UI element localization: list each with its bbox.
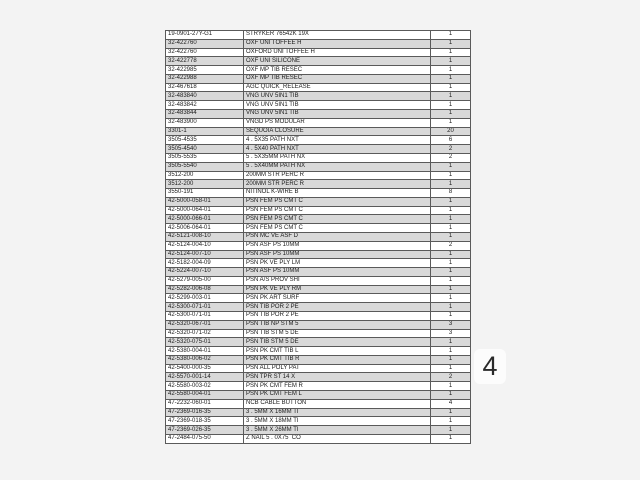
- description-cell: PSN MC VE ASF D: [244, 232, 431, 241]
- quantity-cell: 8: [431, 189, 471, 198]
- table-row: [166, 312, 471, 321]
- quantity-cell: 2: [431, 241, 471, 250]
- description-cell: PSN PK CMT FEM L: [244, 391, 431, 400]
- part-number-cell: 3301-1: [166, 127, 244, 136]
- table-row: [166, 197, 471, 206]
- quantity-cell: 1: [431, 197, 471, 206]
- description-cell: PSN A/S PROV SHI: [244, 276, 431, 285]
- quantity-cell: 4: [431, 399, 471, 408]
- table-row: [166, 232, 471, 241]
- table-row: [166, 276, 471, 285]
- part-number-cell: 42-5124-007-10: [166, 250, 244, 259]
- description-cell: VNGD PS MODULAR: [244, 118, 431, 127]
- quantity-cell: 1: [431, 338, 471, 347]
- description-cell: Z NAIL 5 . 0X75 CO: [244, 434, 431, 443]
- description-cell: PSN FEM PS CMT C: [244, 197, 431, 206]
- description-cell: PSN TIB STM 5 DE: [244, 329, 431, 338]
- quantity-cell: 1: [431, 391, 471, 400]
- quantity-cell: 1: [431, 408, 471, 417]
- description-cell: 3 . 5MM X 16MM TI: [244, 408, 431, 417]
- part-number-cell: 42-5580-004-01: [166, 391, 244, 400]
- table-row: [166, 382, 471, 391]
- description-cell: PSN TIB POR 2 PE: [244, 312, 431, 321]
- part-number-cell: 3550-191: [166, 189, 244, 198]
- table-row: [166, 241, 471, 250]
- quantity-cell: 1: [431, 355, 471, 364]
- description-cell: OXF MP TIB RESEC: [244, 66, 431, 75]
- part-number-cell: 47-2369-016-35: [166, 408, 244, 417]
- description-cell: SEQUOIA CLOSURE: [244, 127, 431, 136]
- part-number-cell: 47-2369-026-35: [166, 426, 244, 435]
- part-number-cell: 42-5279-005-00: [166, 276, 244, 285]
- part-number-cell: 42-5000-064-01: [166, 206, 244, 215]
- table-row: [166, 162, 471, 171]
- part-number-cell: 3505-4540: [166, 145, 244, 154]
- quantity-cell: 1: [431, 118, 471, 127]
- description-cell: PSN PK VE PLY LM: [244, 259, 431, 268]
- part-number-cell: 32-422985: [166, 66, 244, 75]
- description-cell: OXF UNI TOFFEE H: [244, 39, 431, 48]
- description-cell: VNG UNV 5IN1 TIB: [244, 101, 431, 110]
- quantity-cell: 2: [431, 153, 471, 162]
- table-row: [166, 259, 471, 268]
- table-row: [166, 92, 471, 101]
- table-row: [166, 118, 471, 127]
- quantity-cell: 2: [431, 373, 471, 382]
- part-number-cell: 42-5006-064-01: [166, 224, 244, 233]
- part-number-cell: 3505-4535: [166, 136, 244, 145]
- table-row: [166, 74, 471, 83]
- part-number-cell: 3512-200: [166, 180, 244, 189]
- quantity-cell: 1: [431, 250, 471, 259]
- part-number-cell: 47-2484-075-50: [166, 434, 244, 443]
- quantity-cell: 1: [431, 285, 471, 294]
- part-number-cell: 19-0901-27Y-G1: [166, 31, 244, 40]
- part-number-cell: 3512-200: [166, 171, 244, 180]
- part-number-cell: 32-483842: [166, 101, 244, 110]
- quantity-cell: 1: [431, 215, 471, 224]
- table-row: [166, 426, 471, 435]
- description-cell: PSN PK ART SURF: [244, 294, 431, 303]
- description-cell: PSN ASF PS 10MM: [244, 250, 431, 259]
- table-row: [166, 145, 471, 154]
- part-number-cell: 42-5124-004-10: [166, 241, 244, 250]
- part-number-cell: 42-5320-071-02: [166, 329, 244, 338]
- quantity-cell: 1: [431, 92, 471, 101]
- description-cell: 4 . 5X35 PATH NXT: [244, 136, 431, 145]
- description-cell: NITINOL K-WIRE B: [244, 189, 431, 198]
- description-cell: STRYKER 76542K 19X: [244, 31, 431, 40]
- table-row: [166, 347, 471, 356]
- table-row: [166, 110, 471, 119]
- description-cell: OXFORD UNI TOFFEE H: [244, 48, 431, 57]
- table-row: [166, 338, 471, 347]
- description-cell: PSN FEM PS CMT C: [244, 215, 431, 224]
- quantity-cell: 3: [431, 329, 471, 338]
- quantity-cell: 1: [431, 382, 471, 391]
- quantity-cell: 1: [431, 180, 471, 189]
- description-cell: 200MM STR PERC R: [244, 171, 431, 180]
- table-row: [166, 66, 471, 75]
- table-row: [166, 268, 471, 277]
- table-row: [166, 399, 471, 408]
- description-cell: PSN PK CMT FEM R: [244, 382, 431, 391]
- table-row: [166, 136, 471, 145]
- part-number-cell: 42-5580-003-02: [166, 382, 244, 391]
- part-number-cell: 42-5320-067-01: [166, 320, 244, 329]
- quantity-cell: 1: [431, 83, 471, 92]
- table-row: [166, 417, 471, 426]
- description-cell: OXF MP TIB RESEC: [244, 74, 431, 83]
- table-row: [166, 215, 471, 224]
- description-cell: PSN ALL POLY PAT: [244, 364, 431, 373]
- table-row: [166, 303, 471, 312]
- description-cell: 3 . 5MM X 18MM TI: [244, 417, 431, 426]
- part-number-cell: 42-5121-008-10: [166, 232, 244, 241]
- quantity-cell: 1: [431, 268, 471, 277]
- part-number-cell: 42-5400-000-35: [166, 364, 244, 373]
- quantity-cell: 6: [431, 136, 471, 145]
- quantity-cell: 1: [431, 303, 471, 312]
- description-cell: PSN PK CMT TIB R: [244, 355, 431, 364]
- part-number-cell: 47-2369-018-35: [166, 417, 244, 426]
- quantity-cell: 1: [431, 171, 471, 180]
- table-row: [166, 364, 471, 373]
- description-cell: PSN FEM PS CMT C: [244, 224, 431, 233]
- quantity-cell: 1: [431, 101, 471, 110]
- quantity-cell: 1: [431, 312, 471, 321]
- table-row: [166, 180, 471, 189]
- part-number-cell: 32-483840: [166, 92, 244, 101]
- part-number-cell: 32-422760: [166, 48, 244, 57]
- quantity-cell: 1: [431, 110, 471, 119]
- part-number-cell: 42-5300-071-01: [166, 303, 244, 312]
- part-number-cell: 32-422778: [166, 57, 244, 66]
- table-row: [166, 224, 471, 233]
- description-cell: PSN ASF PS 10MM: [244, 241, 431, 250]
- description-cell: 200MM STR PERC R: [244, 180, 431, 189]
- description-cell: 4 . 5X40 PATH NXT: [244, 145, 431, 154]
- table-row: [166, 329, 471, 338]
- table-row: [166, 153, 471, 162]
- quantity-cell: 1: [431, 31, 471, 40]
- description-cell: PSN PK VE PLY RM: [244, 285, 431, 294]
- part-number-cell: 32-422988: [166, 74, 244, 83]
- part-number-cell: 42-5182-004-09: [166, 259, 244, 268]
- part-number-cell: 32-422760: [166, 39, 244, 48]
- description-cell: AGC QUICK_RELEASE: [244, 83, 431, 92]
- part-number-cell: 42-5380-004-01: [166, 347, 244, 356]
- table-row: [166, 127, 471, 136]
- quantity-cell: 1: [431, 417, 471, 426]
- part-number-cell: 42-5299-003-01: [166, 294, 244, 303]
- table-row: [166, 171, 471, 180]
- part-number-cell: 47-2232-060-01: [166, 399, 244, 408]
- table-row: [166, 285, 471, 294]
- quantity-cell: 2: [431, 145, 471, 154]
- quantity-cell: 20: [431, 127, 471, 136]
- part-number-cell: 32-483900: [166, 118, 244, 127]
- quantity-cell: 3: [431, 320, 471, 329]
- table-row: [166, 206, 471, 215]
- part-number-cell: 3505-5535: [166, 153, 244, 162]
- description-cell: PSN TIB NP STM 5: [244, 320, 431, 329]
- quantity-cell: 1: [431, 276, 471, 285]
- quantity-cell: 1: [431, 364, 471, 373]
- description-cell: 3 . 5MM X 26MM TI: [244, 426, 431, 435]
- part-number-cell: 42-5320-075-01: [166, 338, 244, 347]
- table-row: [166, 83, 471, 92]
- description-cell: 5 . 5X35MM PATH NX: [244, 153, 431, 162]
- description-cell: PSN PK CMT TIB L: [244, 347, 431, 356]
- description-cell: PSN ASF PS 10MM: [244, 268, 431, 277]
- part-number-cell: 42-5000-066-01: [166, 215, 244, 224]
- quantity-cell: 1: [431, 347, 471, 356]
- parts-table: [165, 30, 471, 444]
- description-cell: 5 . 5X40MM PATH NX: [244, 162, 431, 171]
- quantity-cell: 1: [431, 66, 471, 75]
- table-row: [166, 408, 471, 417]
- quantity-cell: 1: [431, 74, 471, 83]
- part-number-cell: 42-5224-007-10: [166, 268, 244, 277]
- part-number-cell: 3505-5540: [166, 162, 244, 171]
- table-row: [166, 320, 471, 329]
- table-row: [166, 294, 471, 303]
- quantity-cell: 1: [431, 162, 471, 171]
- page-number-annotation: 4: [474, 349, 506, 384]
- table-row: [166, 373, 471, 382]
- table-row: [166, 434, 471, 443]
- description-cell: VNG UNV 5IN1 TIB: [244, 92, 431, 101]
- table-row: [166, 189, 471, 198]
- part-number-cell: 42-5000-058-01: [166, 197, 244, 206]
- description-cell: VNG UNV 5IN1 TIB: [244, 110, 431, 119]
- table-row: [166, 57, 471, 66]
- part-number-cell: 42-5570-001-14: [166, 373, 244, 382]
- quantity-cell: 1: [431, 224, 471, 233]
- table-row: [166, 101, 471, 110]
- table-row: [166, 355, 471, 364]
- part-number-cell: 42-5300-071-01: [166, 312, 244, 321]
- table-row: [166, 31, 471, 40]
- part-number-cell: 42-5282-006-08: [166, 285, 244, 294]
- quantity-cell: 1: [431, 434, 471, 443]
- table-row: [166, 39, 471, 48]
- quantity-cell: 1: [431, 426, 471, 435]
- quantity-cell: 1: [431, 48, 471, 57]
- description-cell: OXF UNI SILICONE: [244, 57, 431, 66]
- description-cell: NCB CABLE BUTTON: [244, 399, 431, 408]
- quantity-cell: 1: [431, 39, 471, 48]
- description-cell: PSN TIB STM 5 DE: [244, 338, 431, 347]
- table-row: [166, 391, 471, 400]
- table-row: [166, 250, 471, 259]
- quantity-cell: 1: [431, 57, 471, 66]
- part-number-cell: 32-467618: [166, 83, 244, 92]
- quantity-cell: 1: [431, 259, 471, 268]
- quantity-cell: 1: [431, 206, 471, 215]
- part-number-cell: 32-483844: [166, 110, 244, 119]
- parts-table-body: [166, 31, 471, 444]
- part-number-cell: 42-5380-006-02: [166, 355, 244, 364]
- description-cell: PSN FEM PS CMT C: [244, 206, 431, 215]
- quantity-cell: 1: [431, 232, 471, 241]
- description-cell: PSN TPR ST 14 X: [244, 373, 431, 382]
- description-cell: PSN TIB POR 2 PE: [244, 303, 431, 312]
- table-row: [166, 48, 471, 57]
- quantity-cell: 1: [431, 294, 471, 303]
